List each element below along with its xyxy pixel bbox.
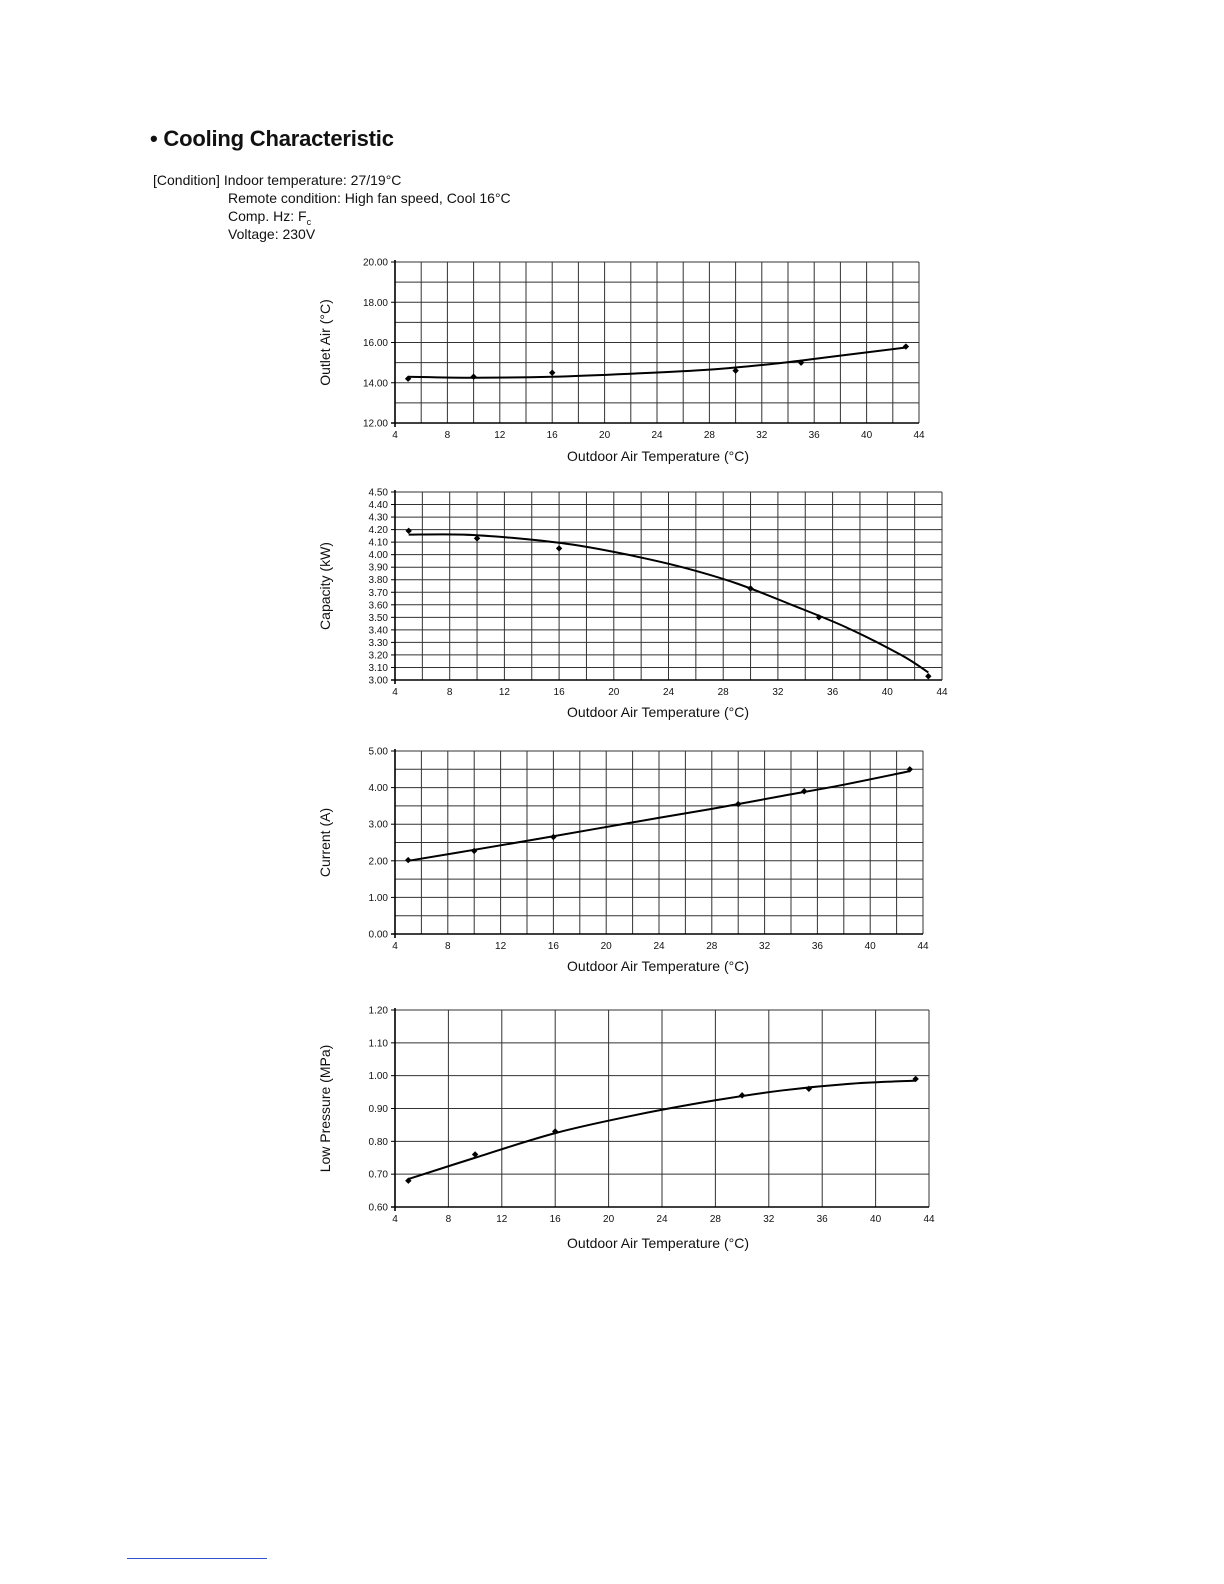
x-tick-label: 8 [446,687,453,698]
x-tick-label: 28 [709,1214,721,1225]
x-axis-title: Outdoor Air Temperature (°C) [567,704,749,720]
y-tick-label: 12.00 [362,418,388,430]
x-tick-label: 16 [553,687,565,698]
y-axis-title: Current (A) [317,807,333,878]
x-tick-label: 24 [656,1214,668,1225]
y-tick-label: 4.40 [368,500,388,512]
x-tick-label: 8 [445,1214,452,1225]
y-tick-label: 3.70 [368,587,388,599]
x-tick-label: 20 [599,430,611,441]
y-tick-label: 0.80 [368,1136,388,1148]
y-tick-label: 3.30 [368,637,388,649]
chart-2 [317,488,948,721]
data-point [747,585,753,591]
condition-comp-text: Comp. Hz: F [228,208,307,224]
y-tick-label: 3.60 [368,600,388,612]
y-tick-label: 2.00 [368,856,388,868]
y-tick-label: 0.90 [368,1104,388,1115]
x-tick-label: 40 [881,687,893,698]
data-point [739,1092,745,1098]
x-tick-label: 12 [496,1214,508,1225]
data-point [801,788,807,794]
y-tick-label: 1.00 [368,1071,388,1083]
x-tick-label: 36 [827,687,839,698]
x-tick-label: 32 [763,1214,775,1225]
y-tick-label: 3.20 [368,650,388,662]
x-tick-label: 8 [444,430,451,441]
chart-1 [317,258,925,465]
x-tick-label: 12 [498,687,510,698]
y-axis-title: Low Pressure (MPa) [317,1044,333,1173]
x-tick-label: 20 [600,941,612,952]
chart-4 [317,1006,935,1252]
y-tick-label: 0.70 [368,1169,388,1181]
x-tick-label: 36 [811,941,823,952]
y-tick-label: 5.00 [368,746,388,758]
condition-indoor: Indoor temperature: 27/19°C [223,172,402,188]
data-point [556,545,562,551]
y-axis-title: Capacity (kW) [317,542,333,630]
y-tick-label: 4.00 [368,783,388,795]
y-tick-label: 14.00 [362,378,388,390]
y-tick-label: 1.20 [368,1005,388,1017]
condition-prefix: [Condition] [153,172,220,188]
y-tick-label: 4.30 [368,512,388,524]
y-tick-label: 18.00 [362,297,388,309]
condition-voltage: Voltage: 230V [228,226,316,242]
x-tick-label: 44 [936,687,948,698]
x-tick-label: 12 [494,430,506,441]
x-tick-label: 4 [392,687,398,698]
y-tick-label: 3.90 [368,562,388,574]
x-tick-label: 4 [392,430,398,441]
x-tick-label: 4 [392,941,398,952]
y-tick-label: 4.00 [368,550,388,562]
y-tick-label: 4.10 [368,537,388,549]
y-tick-label: 0.00 [368,929,388,941]
x-tick-label: 28 [703,430,715,441]
x-tick-label: 16 [546,430,558,441]
x-tick-label: 28 [706,941,718,952]
x-tick-label: 40 [861,430,873,441]
data-point [470,374,476,380]
x-tick-label: 24 [662,687,675,698]
x-tick-label: 32 [756,430,768,441]
chart-3 [317,747,929,975]
x-tick-label: 24 [651,430,663,441]
x-tick-label: 36 [808,430,820,441]
y-tick-label: 4.50 [368,487,388,499]
data-point [550,834,556,840]
x-tick-label: 40 [870,1214,882,1225]
x-tick-label: 44 [923,1214,935,1225]
data-point [925,673,931,679]
data-point [405,528,411,534]
condition-comp-sub: c [306,216,312,227]
x-tick-label: 24 [653,941,665,952]
y-tick-label: 0.60 [368,1202,388,1214]
y-tick-label: 3.00 [368,675,388,687]
x-tick-label: 44 [917,941,929,952]
x-tick-label: 28 [717,687,729,698]
x-tick-label: 32 [772,687,784,698]
footer-divider [127,1558,267,1559]
x-axis-title: Outdoor Air Temperature (°C) [567,448,749,464]
x-tick-label: 20 [608,687,620,698]
y-tick-label: 3.80 [368,575,388,587]
y-tick-label: 3.10 [368,662,388,674]
x-tick-label: 36 [816,1214,828,1225]
y-tick-label: 4.20 [368,525,388,537]
x-tick-label: 40 [864,941,876,952]
y-tick-label: 16.00 [362,338,388,349]
x-tick-label: 16 [547,941,559,952]
y-tick-label: 3.00 [368,819,388,831]
page-title: • Cooling Characteristic [150,126,394,151]
x-tick-label: 12 [495,941,507,952]
x-tick-label: 20 [603,1214,615,1225]
condition-remote: Remote condition: High fan speed, Cool 16°C [228,190,511,206]
y-tick-label: 20.00 [362,257,388,269]
x-tick-label: 44 [913,430,925,441]
x-tick-label: 32 [759,941,771,952]
data-point [405,857,411,863]
data-point [549,369,555,375]
x-tick-label: 4 [392,1214,398,1225]
x-axis-title: Outdoor Air Temperature (°C) [567,958,749,974]
y-tick-label: 1.10 [368,1038,388,1050]
y-axis-title: Outlet Air (°C) [317,299,333,386]
x-tick-label: 8 [445,941,451,952]
y-tick-label: 1.00 [368,892,388,904]
x-axis-title: Outdoor Air Temperature (°C) [567,1235,749,1251]
y-tick-label: 3.40 [368,625,388,637]
y-tick-label: 3.50 [368,612,388,624]
x-tick-label: 16 [549,1214,561,1225]
